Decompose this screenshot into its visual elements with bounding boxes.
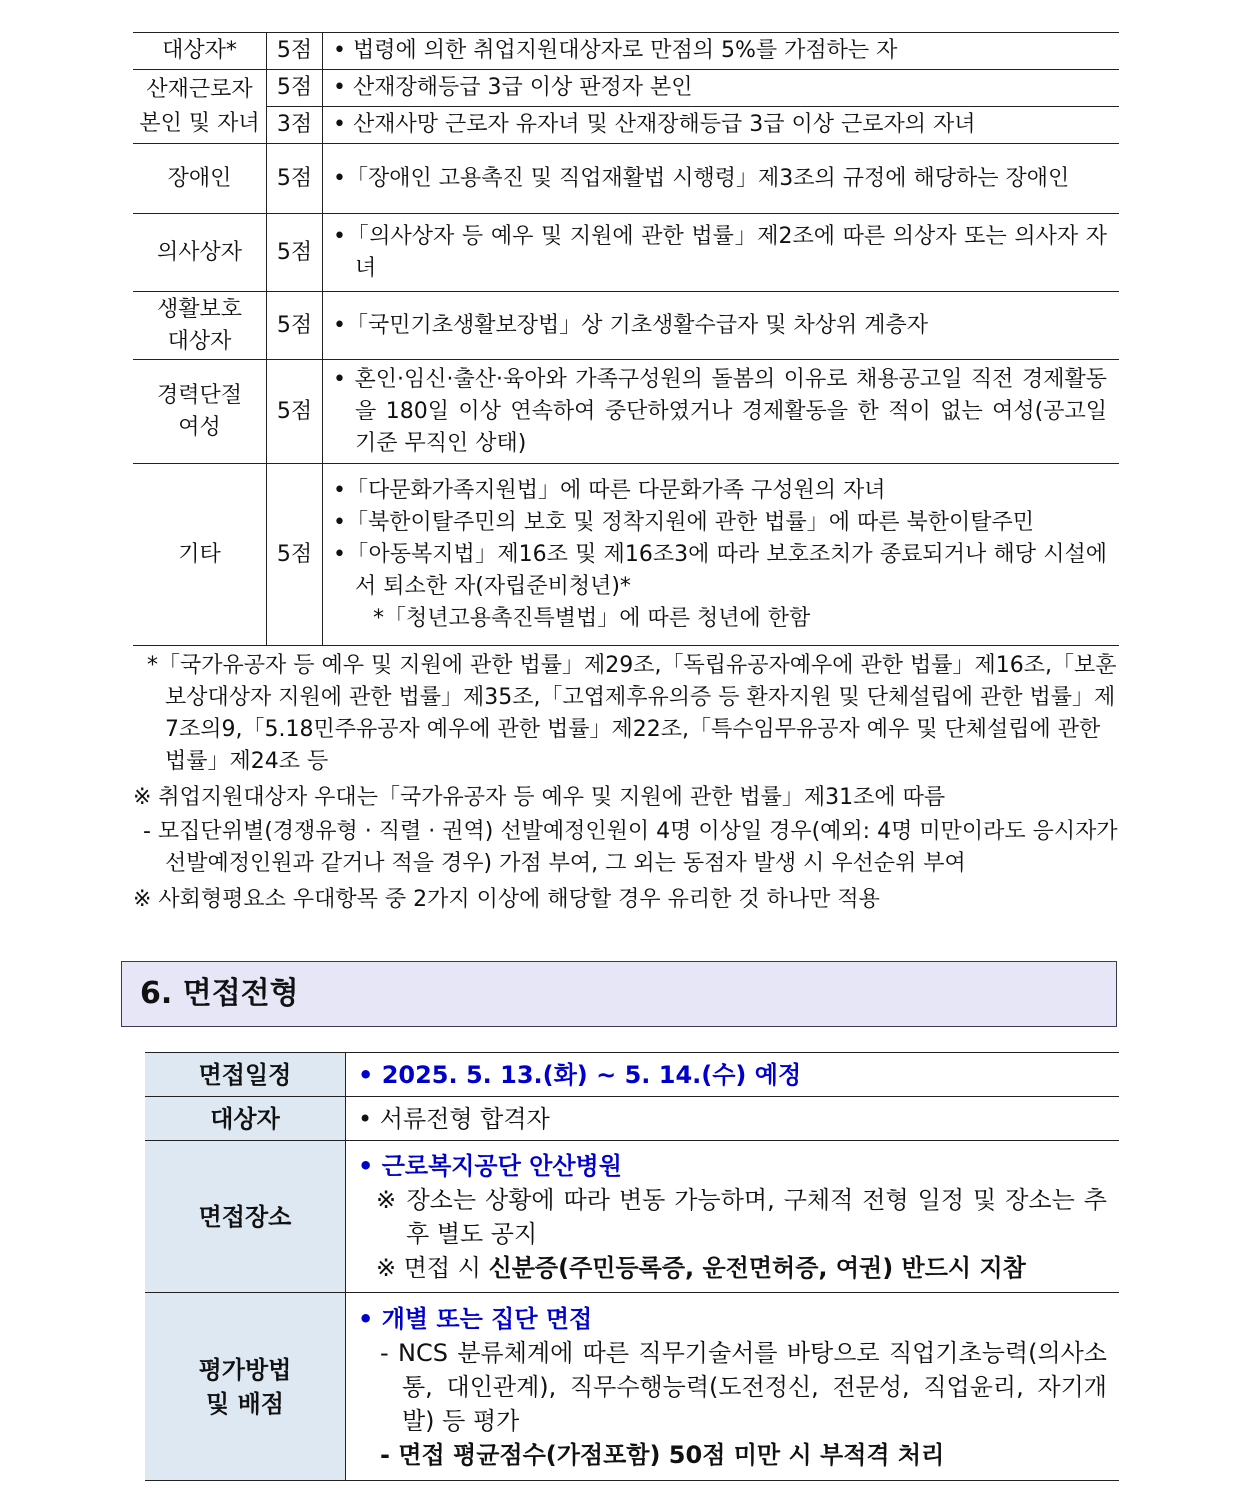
place-label: 면접장소	[145, 1141, 346, 1293]
target-label: 대상자	[145, 1097, 346, 1141]
list-item: •「다문화가족지원법」에 따른 다문화가족 구성원의 자녀	[333, 477, 886, 503]
description-cell: • 혼인·임신·출산·육아와 가족구성원의 돌봄의 이유로 채용공고일 직전 경제활동을 180일 이상 연속하여 중단하였거나 경제활동을 한 적이 없는 여성(공고일 기준 무직인 상태)	[323, 360, 1120, 464]
dash-note: - 모집단위별(경쟁유형 · 직렬 · 권역) 선발예정인원이 4명 이상일 경우(예외: 4명 미만이라도 응시자가 선발예정인원과 같거나 적을 경우) 가점 부여, 그 외는 동점자 발생 시 우선순위 부여	[143, 819, 1118, 876]
place-note: ※ 장소는 상황에 따라 변동 가능하며, 구체적 전형 일정 및 장소는 추후 별도 공지	[376, 1185, 1107, 1248]
section-header	[121, 961, 1117, 1027]
description-cell	[323, 464, 1120, 646]
target-value: • 서류전형 합격자	[346, 1097, 1120, 1141]
score-cell: 5점	[267, 70, 323, 107]
evaluation-value: • 개별 또는 집단 면접 - NCS 분류체계에 따른 직무기술서를 바탕으로 직업기초능력(의사소통, 대인관계), 직무수행능력(도전정신, 전문성, 직업윤리, 자기개발) 등 평가 - 면접 평균점수(가점포함) 50점 미만 시 부적격 처리	[346, 1293, 1120, 1481]
footnote-item: *「청년고용촉진특별법」에 따른 청년에 한함	[373, 605, 811, 631]
description-cell: • 산재사망 근로자 유자녀 및 산재장해등급 3급 이상 근로자의 자녀	[323, 107, 1120, 144]
evaluation-detail: - NCS 분류체계에 따른 직무기술서를 바탕으로 직업기초능력(의사소통, 대인관계), 직무수행능력(도전정신, 전문성, 직업윤리, 자기개발) 등 평가	[380, 1338, 1107, 1435]
category-cell: 경력단절 여성	[133, 360, 267, 464]
disqualification-note: - 면접 평균점수(가점포함) 50점 미만 시 부적격 처리	[380, 1440, 945, 1469]
score-cell: 3점	[267, 107, 323, 144]
notes-block	[133, 650, 1121, 916]
description-cell: •「의사상자 등 예우 및 지원에 관한 법률」제2조에 따른 의상자 또는 의사자 자녀	[323, 214, 1120, 292]
description-cell: • 산재장해등급 3급 이상 판정자 본인	[323, 70, 1120, 107]
list-item: •「아동복지법」제16조 및 제16조3에 따라 보호조치가 종료되거나 해당 시설에서 퇴소한 자(자립준비청년)*	[333, 541, 1107, 599]
category-cell: 산재근로자 본인 및 자녀	[133, 70, 267, 144]
score-cell: 5점	[267, 214, 323, 292]
category-cell: 생활보호 대상자	[133, 292, 267, 360]
schedule-value: • 2025. 5. 13.(화) ~ 5. 14.(수) 예정	[346, 1053, 1120, 1097]
evaluation-label: 평가방법 및 배점	[145, 1293, 346, 1481]
category-cell: 기타	[133, 464, 267, 646]
score-cell: 5점	[267, 292, 323, 360]
reference-note: ※ 취업지원대상자 우대는「국가유공자 등 예우 및 지원에 관한 법률」제31조에 따름	[133, 785, 946, 810]
category-cell: 의사상자	[133, 214, 267, 292]
place-value: • 근로복지공단 안산병원 ※ 장소는 상황에 따라 변동 가능하며, 구체적 전형 일정 및 장소는 추후 별도 공지 ※ 면접 시 신분증(주민등록증, 운전면허증, 여권) 반드시 지참	[346, 1141, 1120, 1293]
category-cell: 장애인	[133, 144, 267, 214]
list-item: •「북한이탈주민의 보호 및 정착지원에 관한 법률」에 따른 북한이탈주민	[333, 509, 1034, 535]
description-cell: •「장애인 고용촉진 및 직업재활법 시행령」제3조의 규정에 해당하는 장애인	[323, 144, 1120, 214]
interview-table	[145, 1052, 1119, 1481]
description-cell: • 법령에 의한 취업지원대상자로 만점의 5%를 가점하는 자	[323, 33, 1120, 70]
score-cell: 5점	[267, 144, 323, 214]
reference-note: ※ 사회형평요소 우대항목 중 2가지 이상에 해당할 경우 유리한 것 하나만 적용	[133, 887, 880, 912]
score-cell: 5점	[267, 360, 323, 464]
preference-points-table	[133, 32, 1119, 646]
star-footnote: *「국가유공자 등 예우 및 지원에 관한 법률」제29조,「독립유공자예우에 관한 법률」제16조,「보훈보상대상자 지원에 관한 법률」제35조,「고엽제후유의증 등 환자지원 및 단체설립에 관한 법률」제7조의9,「5.18민주유공자 예우에 관한 법률」제22조,「특수임무유공자 예우 및 단체설립에 관한 법률」제24조 등	[147, 653, 1117, 774]
id-note: ※ 면접 시 신분증(주민등록증, 운전면허증, 여권) 반드시 지참	[376, 1253, 1026, 1282]
schedule-label: 면접일정	[145, 1053, 346, 1097]
score-cell: 5점	[267, 464, 323, 646]
score-cell: 5점	[267, 33, 323, 70]
section-title: 6. 면접전형	[140, 976, 299, 1011]
description-cell: •「국민기초생활보장법」상 기초생활수급자 및 차상위 계층자	[323, 292, 1120, 360]
category-cell: 대상자*	[133, 33, 267, 70]
